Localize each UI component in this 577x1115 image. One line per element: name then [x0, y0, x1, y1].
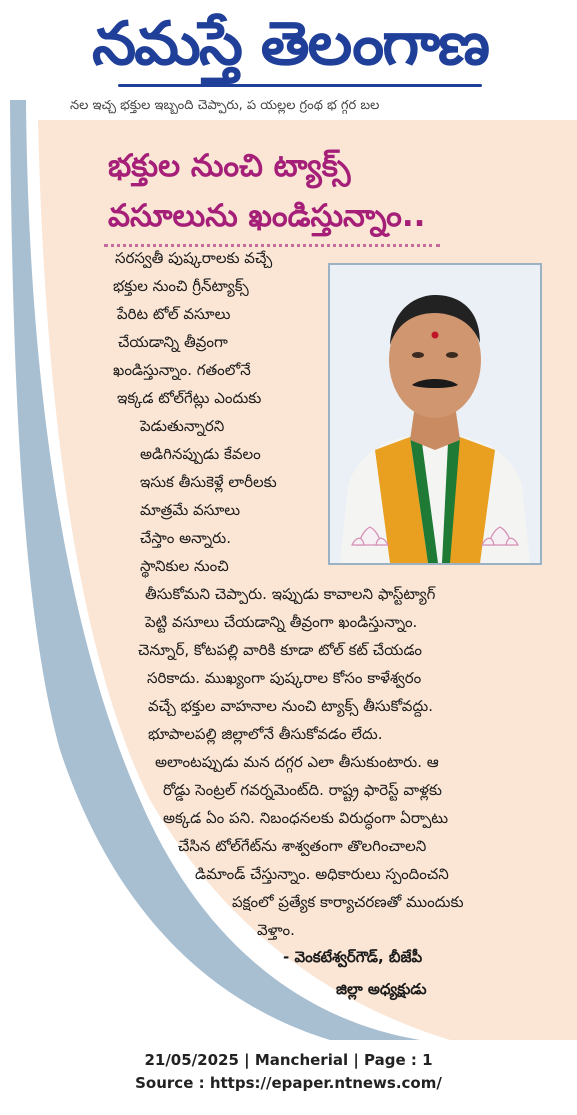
body-text-line: ఇక్కడ టోల్‌గేట్లు ఎందుకు — [117, 389, 262, 407]
body-text-line: సరికాదు. ముఖ్యంగా పుష్కరాల కోసం కాళేశ్వరం — [147, 669, 422, 687]
body-text-line: చేస్తాం అన్నారు. — [140, 529, 232, 547]
body-text-line: చెన్నూర్, కోటపల్లి వారికి కూడా టోల్ కట్ చేయడం — [138, 641, 422, 659]
body-text-line: మాత్రమే వసూలు — [140, 501, 241, 519]
byline-name: - వెంకటేశ్వర్‌గౌడ్, బీజేపీ — [283, 948, 423, 966]
body-text-line: చేయడాన్ని తీవ్రంగా — [118, 333, 228, 351]
body-text-line: అలాంటప్పుడు మన దగ్గర ఎలా తీసుకుంటారు. ఆ — [155, 753, 439, 771]
body-text-line: వచ్చే భక్తుల వాహనాల నుంచి ట్యాక్స్ తీసుకోవద్దు. — [148, 697, 434, 715]
body-text-line: ఇసుక తీసుకెళ్లే లారీలకు — [140, 473, 277, 491]
person-photo — [328, 263, 542, 565]
body-text-line: తీసుకోమని చెప్పారు. ఇప్పుడు కావాలని ఫాస్ట్‌ట్యాగ్ — [145, 585, 436, 603]
body-text-line: సరస్వతీ పుష్కరాలకు వచ్చే — [115, 249, 273, 267]
masthead-underline — [118, 84, 482, 87]
body-text-line: చేసిన టోల్‌గేట్‌ను శాశ్వతంగా తొలగించాలని — [178, 837, 427, 855]
body-text-line: పెట్టి వసూలు చేయడాన్ని తీవ్రంగా ఖండిస్తున్నాం. — [145, 613, 418, 631]
body-text-line: డిమాండ్ చేస్తున్నాం. అధికారులు స్పందించని — [195, 865, 449, 883]
news-clipping — [0, 100, 577, 1040]
headline-dotted-rule — [104, 244, 440, 247]
headline-line-1: భక్తుల నుంచి ట్యాక్స్ — [108, 148, 351, 184]
body-text-line: అక్కడ ఏం పని. నిబంధనలకు విరుద్ధంగా ఏర్పాటు — [163, 809, 449, 827]
body-text-line: అడిగినప్పుడు కేవలం — [140, 445, 261, 463]
byline-designation: జిల్లా అధ్యక్షుడు — [336, 980, 427, 998]
footer-date-line: 21/05/2025 | Mancherial | Page : 1 — [144, 1051, 433, 1069]
headline-line-2: వసూలును ఖండిస్తున్నాం.. — [108, 198, 426, 234]
body-text-line: రోడ్డు సెంట్రల్ గవర్నమెంట్‌ది. రాష్ట్ర ఫారెస్ట్ వాళ్లకు — [163, 781, 442, 799]
body-text-line: వెళ్తాం. — [257, 921, 295, 939]
body-text-line: స్థానికుల నుంచి — [140, 557, 229, 575]
cut-off-text-line: నల ఇచ్చ భక్తుల ఇబ్బంది చెప్పారు, ప యల్లల గ్రంథ భ గ్గర బల — [70, 100, 380, 113]
body-text-line: ఖండిస్తున్నాం. గతంలోనే — [113, 361, 251, 379]
body-text-line: పేరిట టోల్ వసూలు — [117, 305, 231, 323]
body-text-line: పక్షంలో ప్రత్యేక కార్యాచరణతో ముందుకు — [232, 893, 464, 911]
body-text-line: భక్తుల నుంచి గ్రీన్‌ట్యాక్స్ — [113, 277, 249, 295]
masthead — [0, 0, 577, 100]
body-text-line: భూపాలపల్లి జిల్లాలోనే తీసుకోవడం లేదు. — [148, 725, 383, 743]
footer-source-line: Source : https://epaper.ntnews.com/ — [135, 1074, 442, 1092]
newspaper-title: నమస్తే తెలంగాణ — [92, 9, 488, 79]
body-text-line: పెడుతున్నారని — [140, 417, 225, 435]
